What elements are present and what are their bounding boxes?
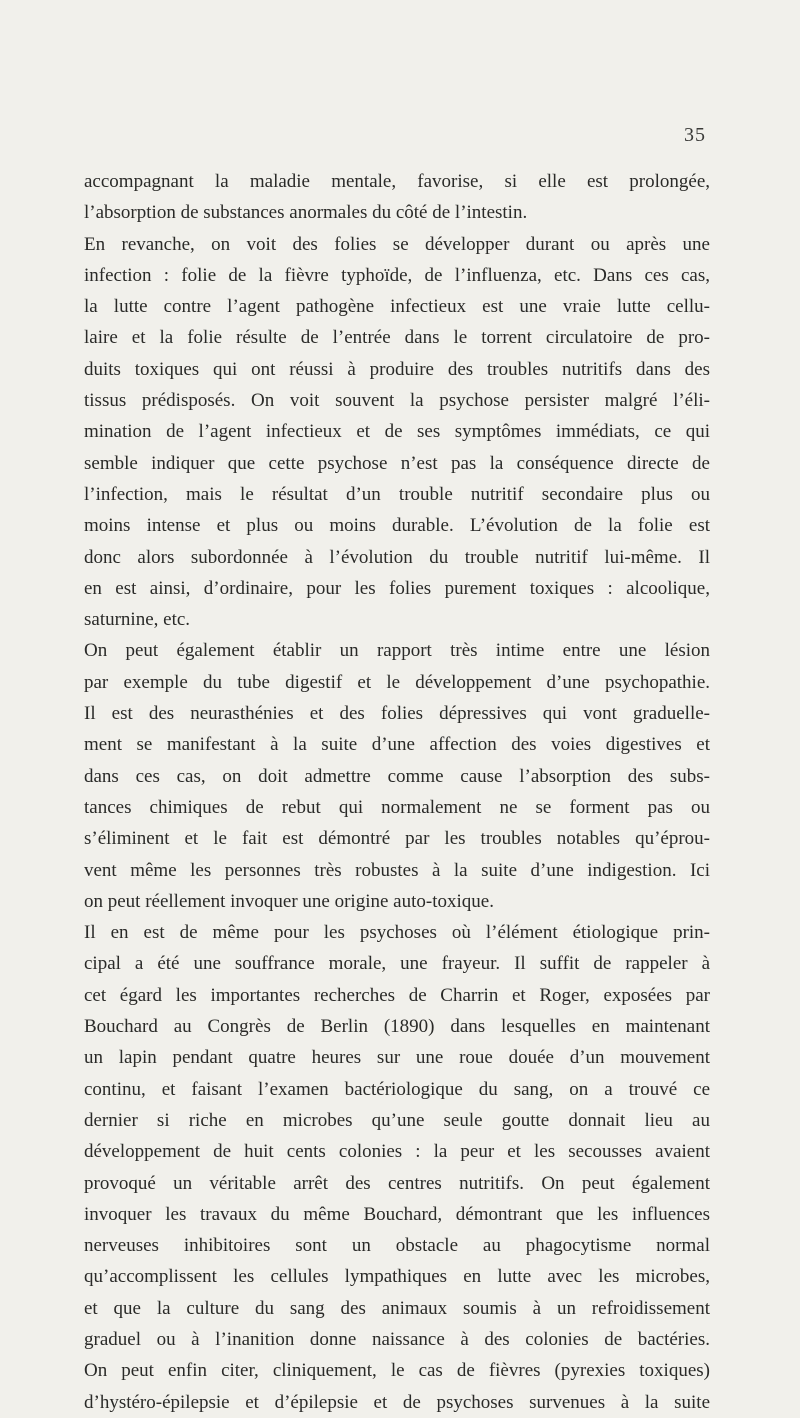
body-text <box>84 166 710 1418</box>
text-line: graduel ou à l’inanition donne naissance à des colonies de bactéries. <box>84 1328 710 1350</box>
text-line: dans ces cas, on doit admettre comme cause l’absorption des subs- <box>84 765 710 787</box>
text-line: Il est des neurasthénies et des folies dépressives qui vont graduelle- <box>84 703 710 725</box>
text-line: en est ainsi, d’ordinaire, pour les folies purement toxiques : alcoolique, <box>84 577 710 599</box>
text-line: continu, et faisant l’examen bactériologique du sang, on a trouvé ce <box>84 1078 710 1100</box>
text-line: En revanche, on voit des folies se développer durant ou après une <box>84 233 710 255</box>
text-line: s’éliminent et le fait est démontré par les troubles notables qu’éprou- <box>84 828 710 850</box>
text-line: donc alors subordonnée à l’évolution du trouble nutritif lui-même. Il <box>84 546 710 568</box>
text-line: On peut enfin citer, cliniquement, le cas de fièvres (pyrexies toxiques) <box>84 1360 710 1382</box>
text-line: tances chimiques de rebut qui normalement ne se forment pas ou <box>84 796 710 818</box>
text-line: duits toxiques qui ont réussi à produire des troubles nutritifs dans des <box>84 358 710 380</box>
text-line: cet égard les importantes recherches de Charrin et Roger, exposées par <box>84 984 710 1006</box>
text-line: Il en est de même pour les psychoses où l’élément étiologique prin- <box>84 922 710 944</box>
text-line: saturnine, etc. <box>84 609 191 631</box>
text-line: dernier si riche en microbes qu’une seule goutte donnait lieu au <box>84 1109 710 1131</box>
text-line: laire et la folie résulte de l’entrée dans le torrent circulatoire de pro- <box>84 327 710 349</box>
text-line: et que la culture du sang des animaux soumis à un refroidissement <box>84 1297 710 1319</box>
text-line: tissus prédisposés. On voit souvent la psychose persister malgré l’éli- <box>84 390 710 412</box>
text-line: On peut également établir un rapport très intime entre une lésion <box>84 640 710 662</box>
text-line: l’absorption de substances anormales du côté de l’intestin. <box>84 202 528 224</box>
text-line: invoquer les travaux du même Bouchard, démontrant que les influences <box>84 1203 710 1225</box>
text-line: un lapin pendant quatre heures sur une roue douée d’un mouvement <box>84 1047 710 1069</box>
text-line: vent même les personnes très robustes à la suite d’une indigestion. Ici <box>84 859 710 881</box>
text-line: d’hystéro-épilepsie et d’épilepsie et de psychoses survenues à la suite <box>84 1391 710 1413</box>
text-line: infection : folie de la fièvre typhoïde, de l’influenza, etc. Dans ces cas, <box>84 264 710 286</box>
text-line: développement de huit cents colonies : la peur et les secousses avaient <box>84 1141 710 1163</box>
text-line: semble indiquer que cette psychose n’est pas la conséquence directe de <box>84 452 710 474</box>
text-line: on peut réellement invoquer une origine auto-toxique. <box>84 890 494 912</box>
text-line: mination de l’agent infectieux et de ses symptômes immédiats, ce qui <box>84 421 710 443</box>
text-line: accompagnant la maladie mentale, favorise, si elle est prolongée, <box>84 171 710 192</box>
text-line: moins intense et plus ou moins durable. L’évolution de la folie est <box>84 515 710 537</box>
text-line: qu’accomplissent les cellules lympathiques en lutte avec les microbes, <box>84 1266 710 1288</box>
text-line: cipal a été une souffrance morale, une frayeur. Il suffit de rappeler à <box>84 953 710 975</box>
text-line: Bouchard au Congrès de Berlin (1890) dans lesquelles en maintenant <box>84 1016 710 1038</box>
text-line: nerveuses inhibitoires sont un obstacle au phagocytisme normal <box>84 1235 710 1257</box>
text-line: l’infection, mais le résultat d’un trouble nutritif secondaire plus ou <box>84 483 710 505</box>
text-line: ment se manifestant à la suite d’une affection des voies digestives et <box>84 734 710 756</box>
text-line: provoqué un véritable arrêt des centres nutritifs. On peut également <box>84 1172 710 1194</box>
text-line: la lutte contre l’agent pathogène infectieux est une vraie lutte cellu- <box>84 296 710 318</box>
text-line: par exemple du tube digestif et le développement d’une psychopathie. <box>84 671 710 693</box>
page-number: 35 <box>684 124 706 146</box>
